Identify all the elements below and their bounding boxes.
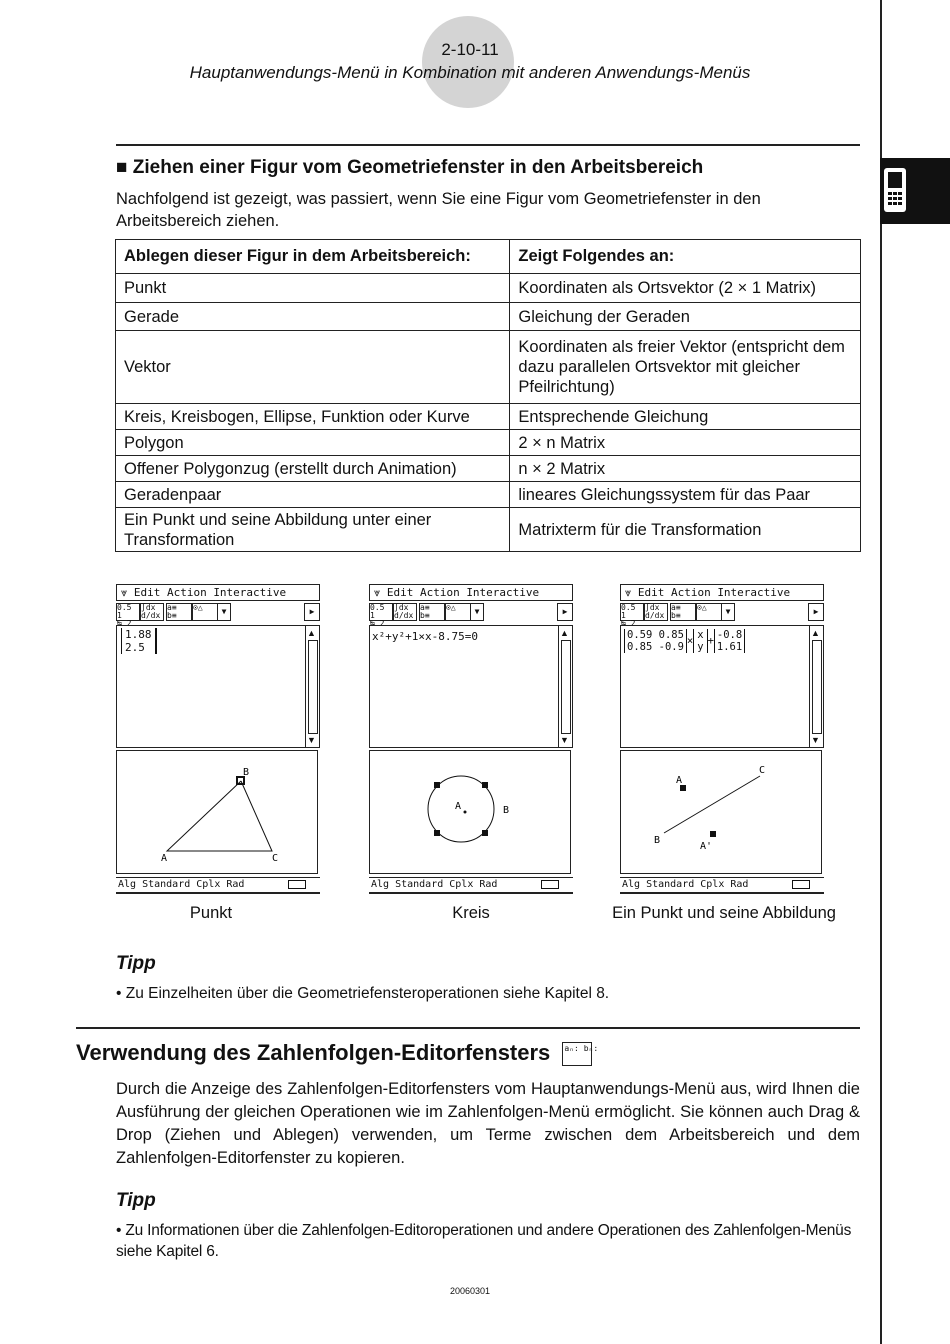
matrix-value: 0.85 <box>658 629 684 641</box>
chevron-down-icon[interactable]: ⩔ <box>121 586 128 599</box>
matrix-value: -0.9 <box>658 641 684 653</box>
main-work-area[interactable] <box>620 625 824 748</box>
scroll-up-icon[interactable]: ▲ <box>560 628 569 638</box>
dropdown-arrow-icon[interactable]: ▼ <box>721 603 735 621</box>
integral-icon[interactable]: ∫dx d/dx <box>140 603 164 621</box>
table-cell: Polygon <box>116 430 510 456</box>
table-cell: lineares Gleichungssystem für das Paar <box>510 482 861 508</box>
geometry-window[interactable] <box>369 750 571 874</box>
scroll-right-icon[interactable]: ▶ <box>304 603 320 621</box>
caption-kreis: Kreis <box>452 904 490 922</box>
toolbar <box>620 603 824 628</box>
variable-icon[interactable]: a≡ b≡ <box>166 603 192 621</box>
status-bar <box>116 877 320 894</box>
point-label: C <box>759 765 766 776</box>
dropdown-arrow-icon[interactable]: ▼ <box>217 603 231 621</box>
geometry-window[interactable] <box>116 750 318 874</box>
vector-value: -0.8 <box>716 629 743 641</box>
vector-value: 1.61 <box>716 641 743 653</box>
menu-label[interactable]: Edit Action Interactive <box>386 586 540 599</box>
table-cell: Kreis, Kreisbogen, Ellipse, Funktion oder Kurve <box>116 404 510 430</box>
table-cell: Vektor <box>116 331 510 404</box>
screenshot-abbildung <box>620 584 824 894</box>
section-rule <box>76 1027 860 1029</box>
tip-text: • Zu Informationen über die Zahlenfolgen-Editoroperationen und andere Operationen des Zahlenfolgen-Menüs siehe Kapitel 6. <box>116 1222 852 1260</box>
matrix-value: 0.59 <box>627 629 653 641</box>
variable-icon[interactable]: a≡ b≡ <box>670 603 696 621</box>
chevron-down-icon[interactable]: ⩔ <box>625 586 632 599</box>
scrollbar[interactable] <box>558 626 572 747</box>
section-heading <box>116 157 703 179</box>
scroll-down-icon[interactable]: ▼ <box>560 735 569 745</box>
main-work-area[interactable] <box>116 625 320 748</box>
variable-vector <box>693 629 707 653</box>
table-cell: n × 2 Matrix <box>510 456 861 482</box>
scroll-thumb[interactable] <box>812 640 822 734</box>
table-cell: Gleichung der Geraden <box>510 303 861 331</box>
table-header: Ablegen dieser Figur in dem Arbeitsbereich: <box>116 240 510 274</box>
line-figure <box>621 751 821 873</box>
table-row <box>116 404 861 430</box>
scroll-down-icon[interactable]: ▼ <box>307 735 316 745</box>
point-label: A <box>161 853 168 864</box>
menu-bar <box>620 584 824 601</box>
vector-value: x <box>697 629 704 641</box>
status-text: Alg Standard Cplx Rad <box>371 879 498 890</box>
screenshot-kreis <box>369 584 573 894</box>
graph-icon[interactable]: ⊙△ <box>445 603 471 621</box>
scroll-down-icon[interactable]: ▼ <box>811 735 820 745</box>
matrix-value: 0.85 <box>627 641 653 653</box>
scroll-up-icon[interactable]: ▲ <box>307 628 316 638</box>
battery-icon <box>792 880 810 889</box>
point-label: A <box>676 775 683 786</box>
circle-figure <box>370 751 570 873</box>
table-cell: Offener Polygonzug (erstellt durch Animation) <box>116 456 510 482</box>
heading-text: Ziehen einer Figur vom Geometriefenster in den Arbeitsbereich <box>132 157 704 178</box>
status-bar <box>620 877 824 894</box>
table-row <box>116 331 861 404</box>
table-cell: Koordinaten als freier Vektor (entspricht dem dazu parallelen Ortsvektor mit gleicher Pfeilrichtung) <box>510 331 861 404</box>
status-bar <box>369 877 573 894</box>
footer-code: 20060301 <box>449 1286 491 1296</box>
status-text: Alg Standard Cplx Rad <box>118 879 245 890</box>
result-matrix <box>121 628 157 654</box>
menu-bar <box>116 584 320 601</box>
intro-paragraph: Nachfolgend ist gezeigt, was passiert, wenn Sie eine Figur vom Geometriefenster in den Arbeitsbereich ziehen. <box>116 190 761 230</box>
table-row <box>116 430 861 456</box>
menu-bar <box>369 584 573 601</box>
scroll-right-icon[interactable]: ▶ <box>808 603 824 621</box>
table-row <box>116 508 861 552</box>
equation-text: x²+y²+1×x-8.75=0 <box>372 630 478 643</box>
point-label: A <box>455 801 462 812</box>
table-row <box>116 456 861 482</box>
tip-title: Tipp <box>116 1190 156 1211</box>
section2-heading <box>76 1040 599 1066</box>
translation-vector <box>714 629 745 653</box>
table-header-row <box>116 240 861 274</box>
heading-marker: ■ <box>116 157 128 178</box>
chevron-down-icon[interactable]: ⩔ <box>374 586 381 599</box>
calculator-icon <box>880 158 950 224</box>
matrix-expression: 0.59 0.85 0.85 -0.9 × x y + -0.8 1.61 <box>624 629 745 653</box>
table-cell: Gerade <box>116 303 510 331</box>
point-label: B <box>654 835 661 846</box>
status-text: Alg Standard Cplx Rad <box>622 879 749 890</box>
table-cell: Ein Punkt und seine Abbildung unter einer Transformation <box>116 508 510 552</box>
scrollbar[interactable] <box>305 626 319 747</box>
scrollbar[interactable] <box>809 626 823 747</box>
integral-icon[interactable]: ∫dx d/dx <box>644 603 668 621</box>
scroll-thumb[interactable] <box>308 640 318 734</box>
variable-icon[interactable]: a≡ b≡ <box>419 603 445 621</box>
caption-abbildung: Ein Punkt und seine Abbildung <box>612 904 836 922</box>
table-row <box>116 274 861 303</box>
battery-icon <box>541 880 559 889</box>
toolbar <box>116 603 320 628</box>
dropdown-arrow-icon[interactable]: ▼ <box>470 603 484 621</box>
menu-label[interactable]: Edit Action Interactive <box>133 586 287 599</box>
tip-title: Tipp <box>116 953 156 974</box>
sequence-editor-icon: aₙ: bₙ: <box>562 1042 592 1066</box>
table-cell: Matrixterm für die Transformation <box>510 508 861 552</box>
decimal-toggle-icon[interactable]: 0.5 1 ↹ 2 <box>369 603 393 621</box>
table-header: Zeigt Folgendes an: <box>510 240 861 274</box>
graph-icon[interactable]: ⊙△ <box>192 603 218 621</box>
table-row <box>116 303 861 331</box>
chapter-tab <box>880 158 950 224</box>
decimal-toggle-icon[interactable]: 0.5 1 ↹ 2 <box>116 603 140 621</box>
figure-table <box>115 239 861 552</box>
matrix-value: 1.88 <box>125 628 152 641</box>
table-cell: Koordinaten als Ortsvektor (2 × 1 Matrix) <box>510 274 861 303</box>
vector-value: y <box>697 641 704 653</box>
geometry-window[interactable] <box>620 750 822 874</box>
toolbar <box>369 603 573 628</box>
transform-matrix <box>624 629 687 653</box>
header-circle-decoration <box>422 16 514 108</box>
table-cell: Geradenpaar <box>116 482 510 508</box>
table-cell: 2 × n Matrix <box>510 430 861 456</box>
point-label: B <box>503 805 510 816</box>
graph-icon[interactable]: ⊙△ <box>696 603 722 621</box>
table-cell: Punkt <box>116 274 510 303</box>
page-number: 2-10-11 <box>441 40 499 59</box>
triangle-figure <box>117 751 317 873</box>
point-label: B <box>243 767 250 778</box>
screenshot-punkt <box>116 584 320 894</box>
table-row <box>116 482 861 508</box>
section-rule-top <box>116 144 860 146</box>
point-label: C <box>272 853 279 864</box>
point-label: A' <box>700 841 713 852</box>
decimal-toggle-icon[interactable]: 0.5 1 ↹ 2 <box>620 603 644 621</box>
section2-paragraph: Durch die Anzeige des Zahlenfolgen-Editorfensters vom Hauptanwendungs-Menü aus, wird Ihnen die Ausführung der gleichen Operationen wie im Zahlenfolgen-Menü ermöglicht. Sie können auch Drag & Drop (Ziehen und Ablegen) verwenden, um Terme zwischen dem Arbeitsbereich und dem Zahlenfolgen-Editorfenster zu kopieren. <box>116 1080 860 1167</box>
caption-punkt: Punkt <box>189 904 233 922</box>
tip-text: • Zu Einzelheiten über die Geometriefensteroperationen siehe Kapitel 8. <box>116 985 610 1002</box>
scroll-thumb[interactable] <box>561 640 571 734</box>
page-title: Hauptanwendungs-Menü in Kombination mit anderen Anwendungs-Menüs <box>189 63 751 82</box>
table-cell: Entsprechende Gleichung <box>510 404 861 430</box>
menu-label[interactable]: Edit Action Interactive <box>637 586 791 599</box>
battery-icon <box>288 880 306 889</box>
main-work-area[interactable] <box>369 625 573 748</box>
scroll-right-icon[interactable]: ▶ <box>557 603 573 621</box>
heading-text: Verwendung des Zahlenfolgen-Editorfensters <box>76 1040 551 1065</box>
integral-icon[interactable]: ∫dx d/dx <box>393 603 417 621</box>
matrix-value: 2.5 <box>125 641 145 654</box>
scroll-up-icon[interactable]: ▲ <box>811 628 820 638</box>
